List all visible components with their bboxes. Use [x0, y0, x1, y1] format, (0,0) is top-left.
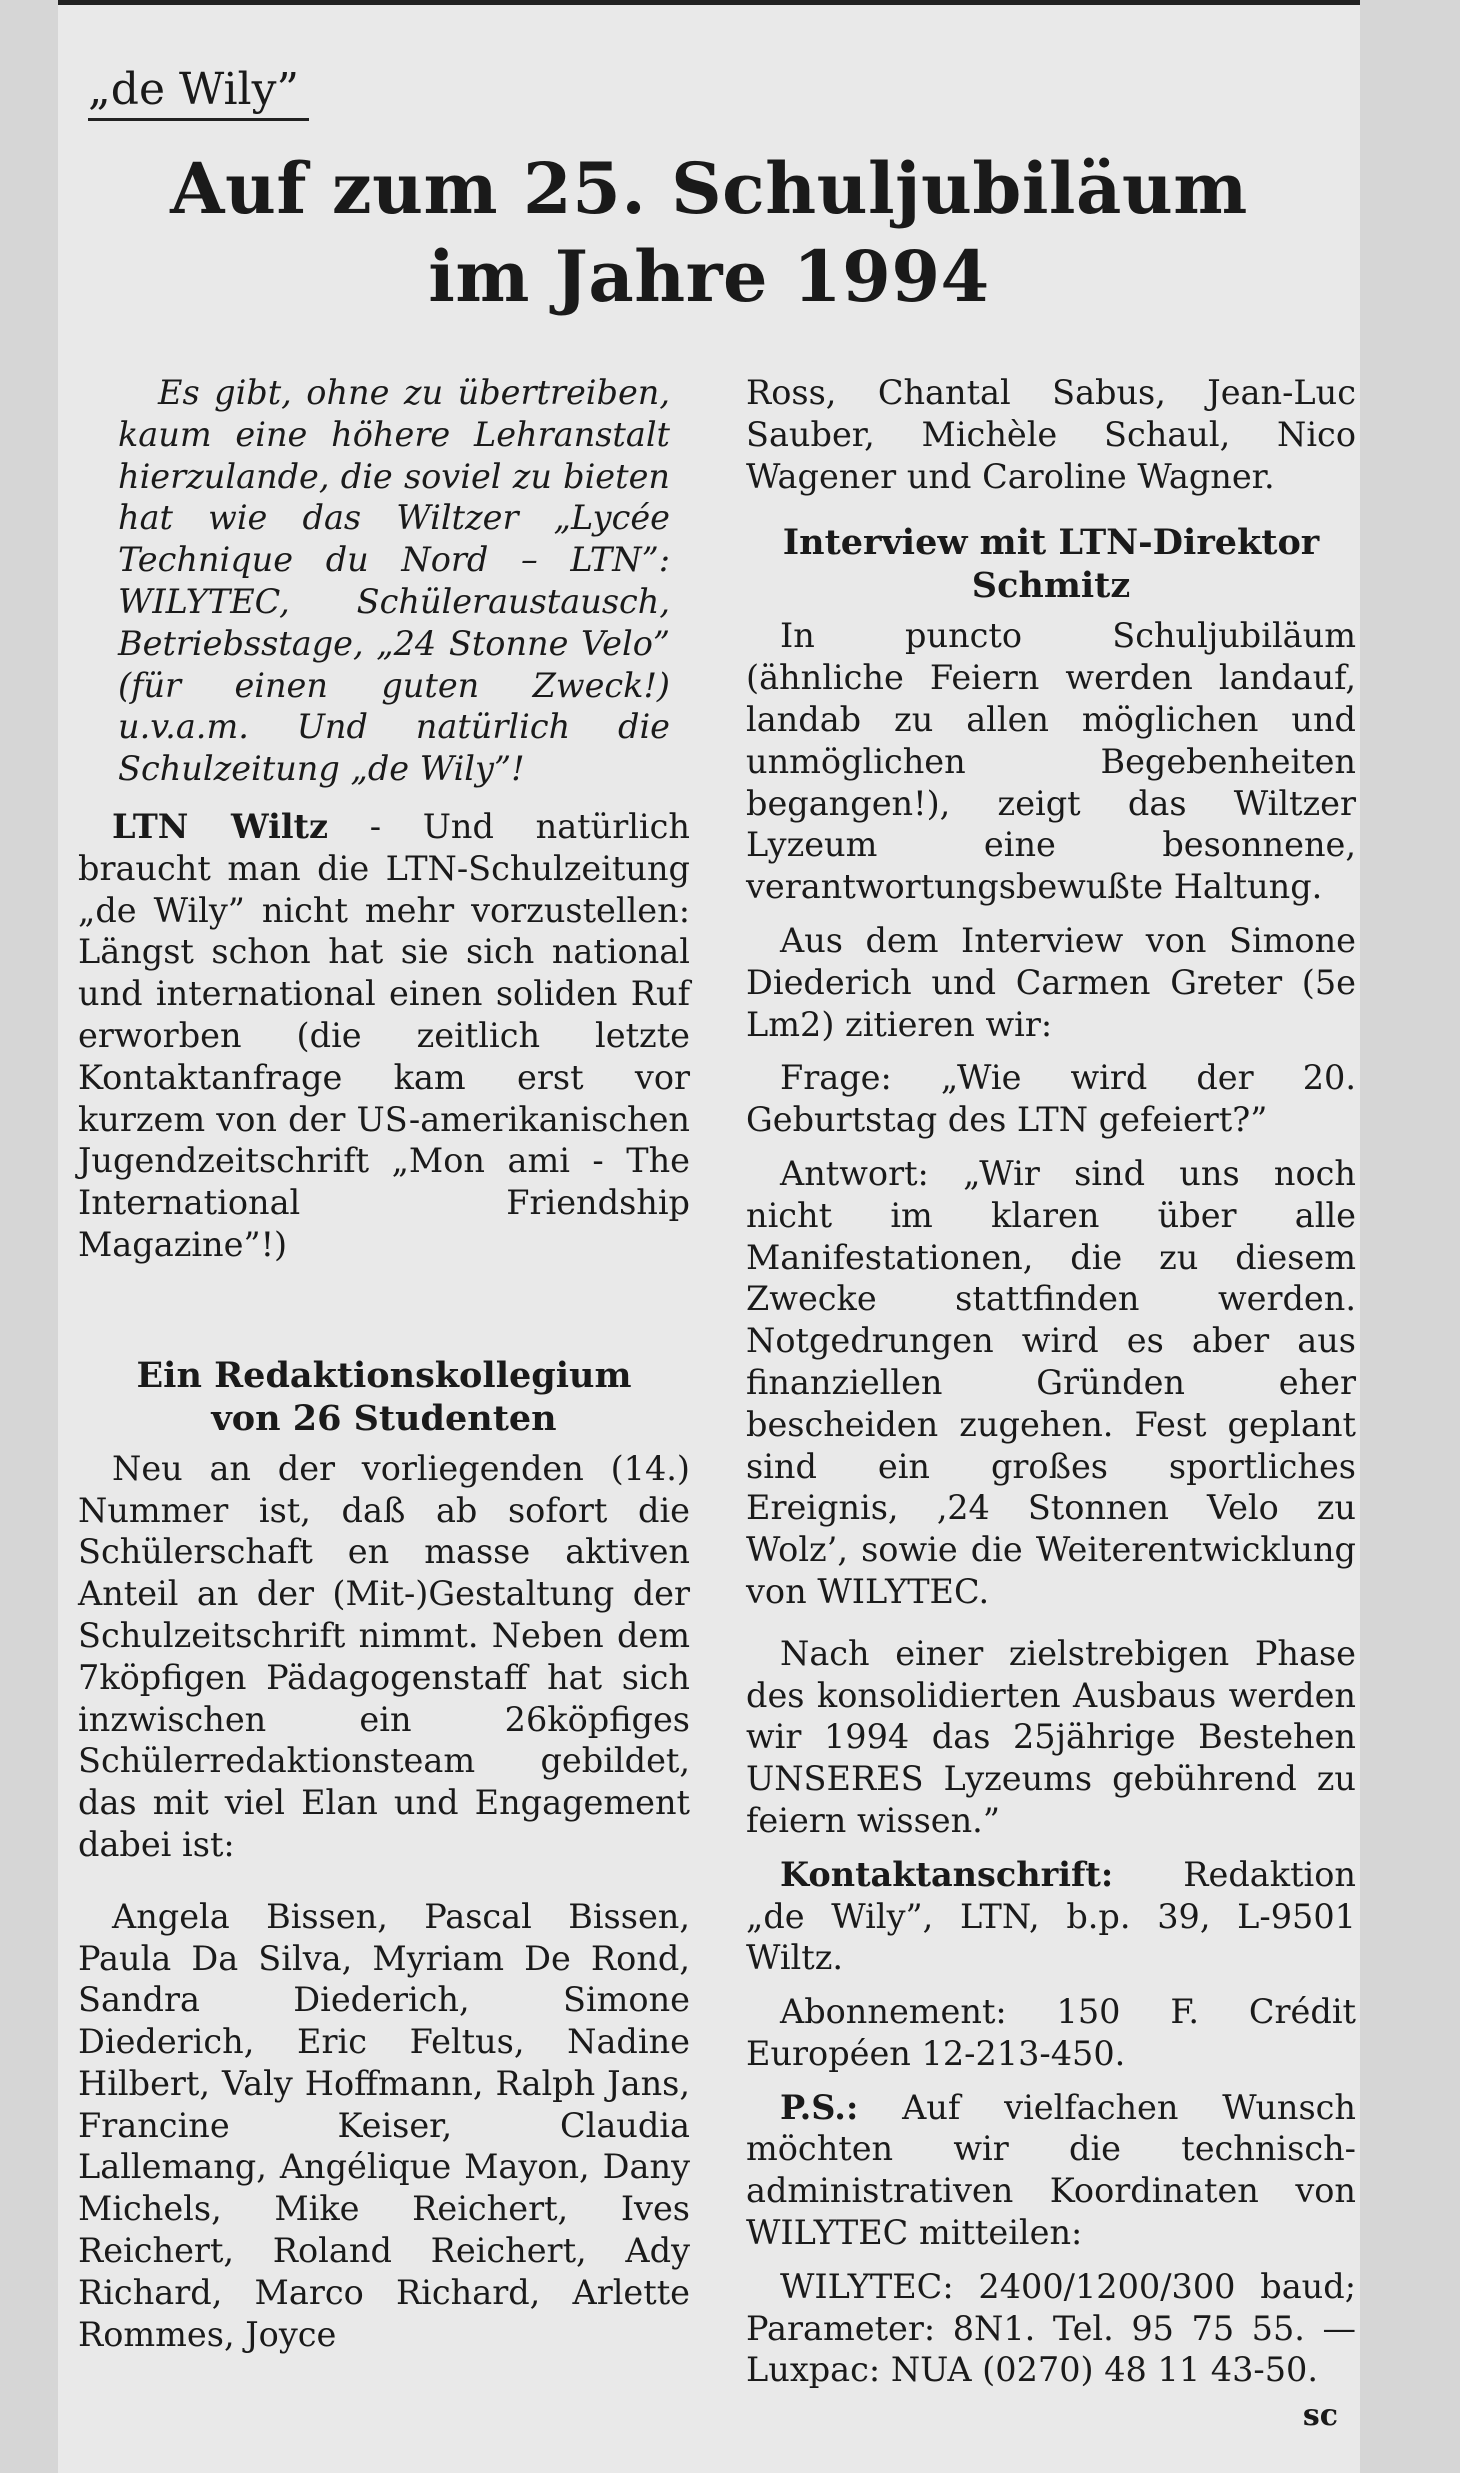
names-list-part-1: Angela Bissen, Pascal Bissen, Paula Da Silva, Myriam De Rond, Sandra Diederich, Simone Diederich, Eric Feltus, Nadine Hilbert, Valy Hoffmann, Ralph Jans, Francine Keiser, Claudia Lallemang, Angélique Mayon, Dany Michels, Mike Reichert, Ives Reichert, Roland Reichert, Ady Richard, Marco Richard, Arlette Rommes, Joyce — [78, 1896, 690, 2354]
headline — [58, 145, 1360, 321]
paragraph-neu: Neu an der vorliegenden (14.) Nummer ist, daß ab sofort die Schülerschaft en masse aktiven Anteil an der (Mit-)Gestaltung der Schulzeitschrift nimmt. Neben dem 7köpfigen Pädagogenstaff hat sich inzwischen ein 26köpfiges Schülerredaktionsteam gebildet, das mit viel Elan und Engagement dabei ist: — [78, 1448, 690, 1864]
subhead-redaktion-line-1: Ein Redaktionskollegium — [136, 1354, 632, 1396]
ps-text: Auf vielfachen Wunsch möchten wir die technisch-administrativen Koordinaten von WILYTEC mitteilen: — [746, 2087, 1356, 2253]
subhead-interview-line-1: Interview mit LTN-Direktor — [782, 522, 1320, 564]
author-signoff: sc — [1302, 2398, 1338, 2433]
headline-line-2: im Jahre 1994 — [428, 235, 990, 318]
intro-paragraph — [78, 806, 690, 1266]
contact-text: Redaktion „de Wily”, LTN, b.p. 39, L-9501 Wiltz. — [746, 1854, 1356, 1978]
paragraph-frage: Frage: „Wie wird der 20. Geburtstag des LTN gefeiert?” — [746, 1058, 1356, 1140]
subhead-interview-line-2: Schmitz — [971, 565, 1131, 607]
top-rule — [58, 0, 1360, 5]
paragraph-abonnement: Abonnement: 150 F. Crédit Européen 12-213-450. — [746, 1992, 1356, 2073]
paragraph-schuljubilaeum: In puncto Schuljubiläum (ähnliche Feiern werden landauf, landab zu allen möglichen und unmöglichen Begebenheiten begangen!), zeigt das Wiltzer Lyzeum eine besonnene, verantwortungsbewußte Haltung. — [746, 616, 1356, 907]
headline-line-1: Auf zum 25. Schuljubiläum — [170, 147, 1248, 230]
subhead-redaktion-line-2: von 26 Studenten — [211, 1397, 557, 1439]
lead-paragraph — [78, 372, 690, 790]
paragraph-antwort: Antwort: „Wir sind uns noch nicht im klaren über alle Manifestationen, die zu diesem Zwecke stattfinden werden. Notgedrungen wird es aber aus finanziellen Gründen eher bescheiden zugehen. Fest geplant sind ein großes sportliches Ereignis, ‚24 Stonnen Velo zu Wolz’, sowie die Weiterentwicklung von WILYTEC. — [746, 1153, 1356, 1611]
kicker: „de Wily” — [88, 62, 309, 121]
intro-text: - Und natürlich braucht man die LTN-Schulzeitung „de Wily” nicht mehr vorzustellen: Längst schon hat sie sich national und international einen soliden Ruf erworben (die zeitlich letzte Kontaktanfrage kam erst vor kurzem von der US-amerikanischen Jugendzeitschrift „Mon ami - The International Friendship Magazine”!) — [78, 806, 690, 1264]
paragraph-phase: Nach einer zielstrebigen Phase des konsolidierten Ausbaus werden wir 1994 das 25jährige Bestehen UNSERES Lyzeums gebührend zu feiern wissen.” — [746, 1633, 1356, 1840]
paragraph-wilytec: WILYTEC: 2400/1200/300 baud; Parameter: 8N1. Tel. 95 75 55. — Luxpac: NUA (0270) 48 11 43-50. — [746, 2266, 1356, 2390]
lead-text: Es gibt, ohne zu übertreiben, kaum eine höhere Lehranstalt hierzulande, die soviel zu bieten hat wie das Wiltzer „Lycée Technique du Nord – LTN”: WILYTEC, Schüleraustausch, Betriebsstage, „24 Stonne Velo” (für einen guten Zweck!) u.v.a.m. Und natürlich die Schulzeitung „de Wily”! — [118, 373, 670, 789]
subhead-redaktion — [78, 1354, 690, 1440]
contact-label: Kontaktanschrift: — [780, 1854, 1114, 1894]
names-list-part-2: Ross, Chantal Sabus, Jean-Luc Sauber, Michèle Schaul, Nico Wagener und Caroline Wagner. — [746, 373, 1356, 496]
right-column — [746, 372, 1356, 2391]
paragraph-kontakt — [746, 1854, 1356, 1979]
paragraph-ps — [746, 2087, 1356, 2254]
ps-label: P.S.: — [780, 2087, 859, 2127]
left-column — [78, 372, 690, 2355]
dateline: LTN Wiltz — [112, 806, 329, 846]
paragraph-interview: Aus dem Interview von Simone Diederich und Carmen Greter (5e Lm2) zitieren wir: — [746, 920, 1356, 1044]
newspaper-clipping — [58, 0, 1360, 2473]
subhead-interview — [746, 521, 1356, 607]
